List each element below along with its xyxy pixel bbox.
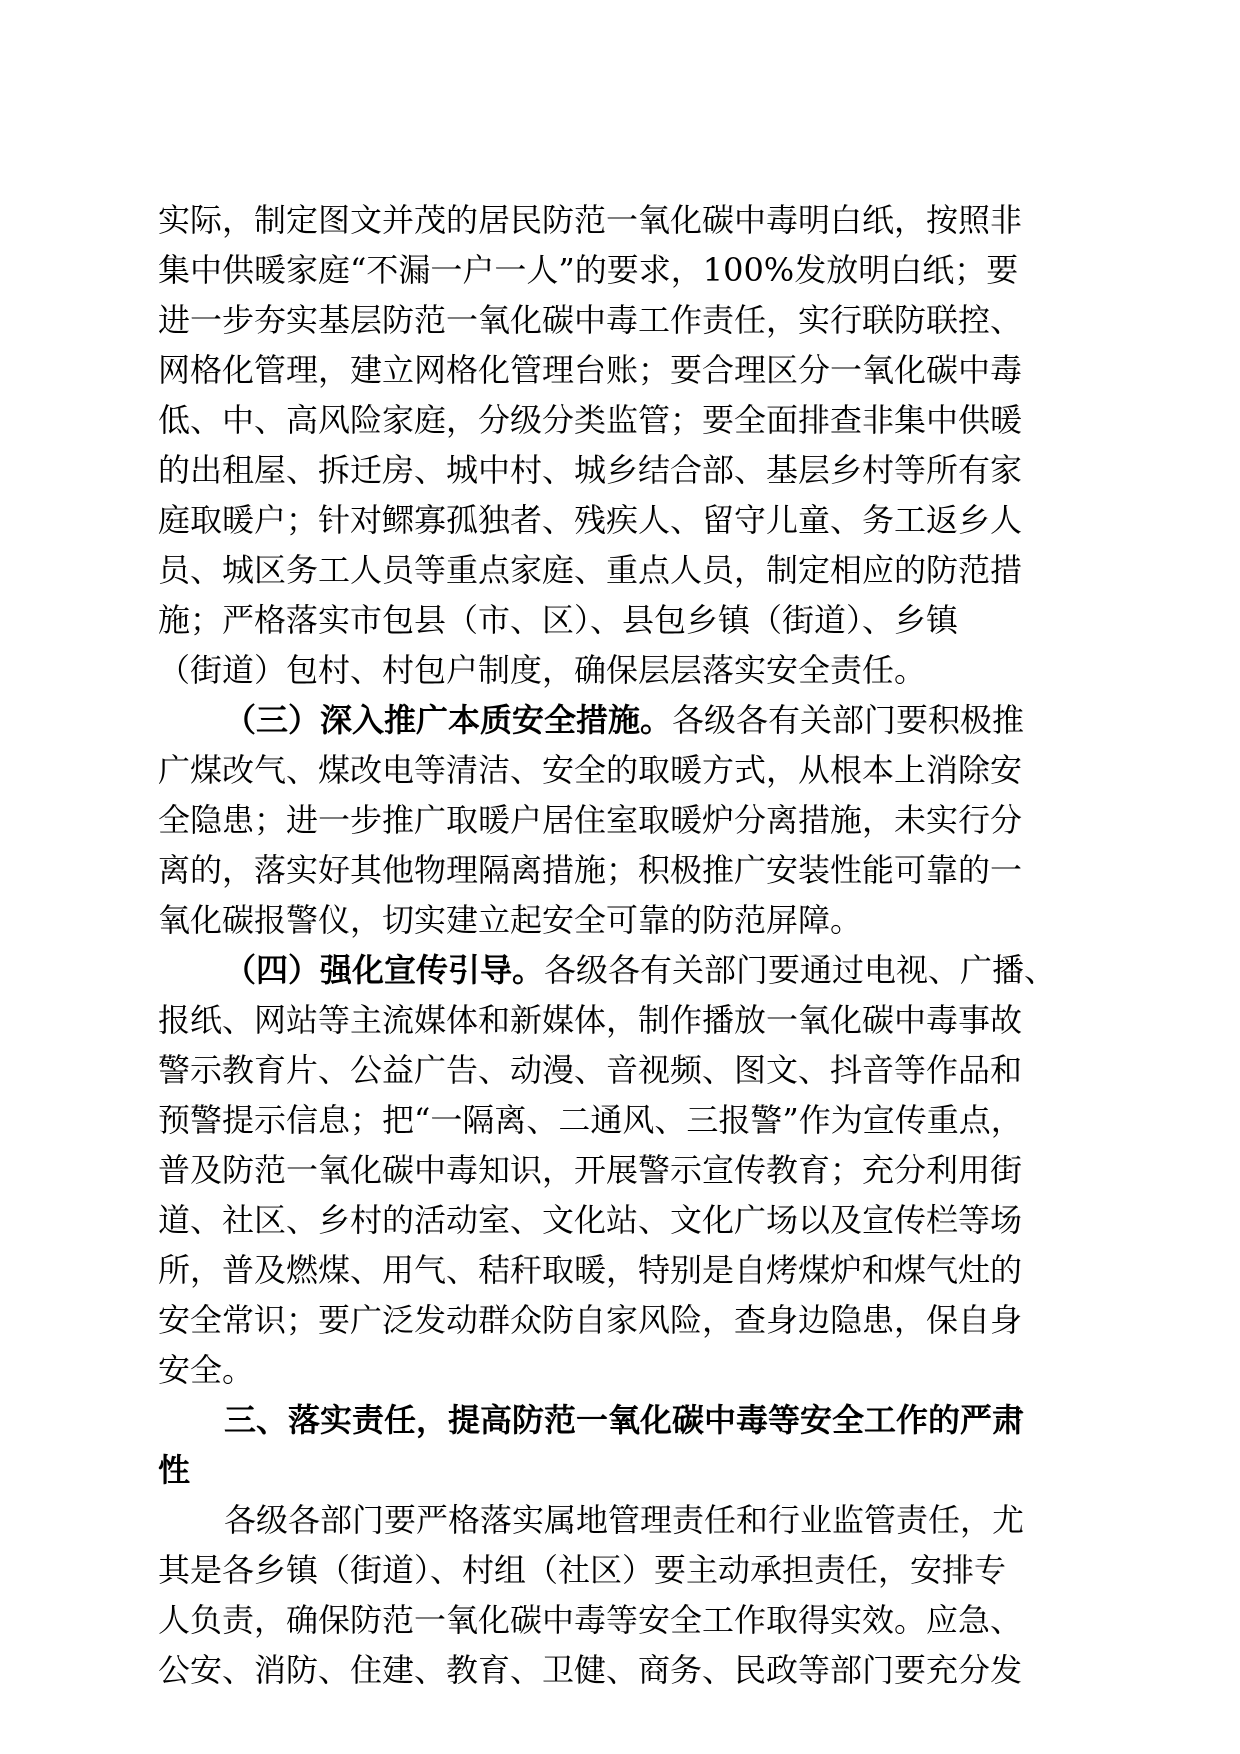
section-heading: 性 bbox=[158, 1451, 191, 1489]
text-line: 广煤改气、煤改电等清洁、安全的取暖方式，从根本上消除安 bbox=[158, 751, 1023, 789]
text-line: 道、社区、乡村的活动室、文化站、文化广场以及宣传栏等场 bbox=[158, 1201, 1023, 1239]
text-line bbox=[224, 700, 1024, 740]
text-line: 全隐患；进一步推广取暖户居住室取暖炉分离措施，未实行分 bbox=[158, 801, 1023, 839]
text-line: 实际，制定图文并茂的居民防范一氧化碳中毒明白纸，按照非 bbox=[158, 201, 1023, 239]
text-line: 的出租屋、拆迁房、城中村、城乡结合部、基层乡村等所有家 bbox=[158, 451, 1023, 489]
text-line: 预警提示信息；把“一隔离、二通风、三报警”作为宣传重点， bbox=[158, 1101, 1023, 1139]
text-line: 集中供暖家庭“不漏一户一人”的要求，100%发放明白纸；要 bbox=[158, 251, 1019, 289]
subsection-title: （四）强化宣传引导。 bbox=[224, 951, 545, 989]
subsection-text: 各级各有关部门要通过电视、广播、 bbox=[544, 951, 1057, 989]
text-line: 公安、消防、住建、教育、卫健、商务、民政等部门要充分发 bbox=[158, 1651, 1023, 1689]
text-line bbox=[224, 950, 1056, 990]
subsection-text: 各级各有关部门要积极推 bbox=[672, 701, 1025, 739]
text-line: 庭取暖户；针对鳏寡孤独者、残疾人、留守儿童、务工返乡人 bbox=[158, 501, 1023, 539]
text-line: 离的，落实好其他物理隔离措施；积极推广安装性能可靠的一 bbox=[158, 851, 1023, 889]
text-line: 进一步夯实基层防范一氧化碳中毒工作责任，实行联防联控、 bbox=[158, 301, 1023, 339]
section-heading: 三、落实责任，提高防范一氧化碳中毒等安全工作的严肃 bbox=[224, 1401, 1025, 1439]
text-line: 报纸、网站等主流媒体和新媒体，制作播放一氧化碳中毒事故 bbox=[158, 1001, 1023, 1039]
text-line: 网格化管理，建立网格化管理台账；要合理区分一氧化碳中毒 bbox=[158, 351, 1023, 389]
text-line: 安全常识；要广泛发动群众防自家风险，查身边隐患，保自身 bbox=[158, 1301, 1023, 1339]
text-line: 施；严格落实市包县（市、区）、县包乡镇（街道）、乡镇 bbox=[158, 601, 959, 639]
subsection-title: （三）深入推广本质安全措施。 bbox=[224, 701, 673, 739]
text-line: 低、中、高风险家庭，分级分类监管；要全面排查非集中供暖 bbox=[158, 401, 1023, 439]
text-line: 人负责，确保防范一氧化碳中毒等安全工作取得实效。应急、 bbox=[158, 1601, 1023, 1639]
text-line: 安全。 bbox=[158, 1351, 255, 1389]
text-line: 警示教育片、公益广告、动漫、音视频、图文、抖音等作品和 bbox=[158, 1051, 1023, 1089]
text-line: （街道）包村、村包户制度，确保层层落实安全责任。 bbox=[158, 651, 927, 689]
text-line: 员、城区务工人员等重点家庭、重点人员，制定相应的防范措 bbox=[158, 551, 1023, 589]
text-line: 其是各乡镇（街道）、村组（社区）要主动承担责任，安排专 bbox=[158, 1551, 1007, 1589]
text-line: 普及防范一氧化碳中毒知识，开展警示宣传教育；充分利用街 bbox=[158, 1151, 1023, 1189]
text-line: 各级各部门要严格落实属地管理责任和行业监管责任，尤 bbox=[224, 1501, 1025, 1539]
text-line: 氧化碳报警仪，切实建立起安全可靠的防范屏障。 bbox=[158, 901, 863, 939]
text-line: 所，普及燃煤、用气、秸秆取暖，特别是自烤煤炉和煤气灶的 bbox=[158, 1251, 1023, 1289]
